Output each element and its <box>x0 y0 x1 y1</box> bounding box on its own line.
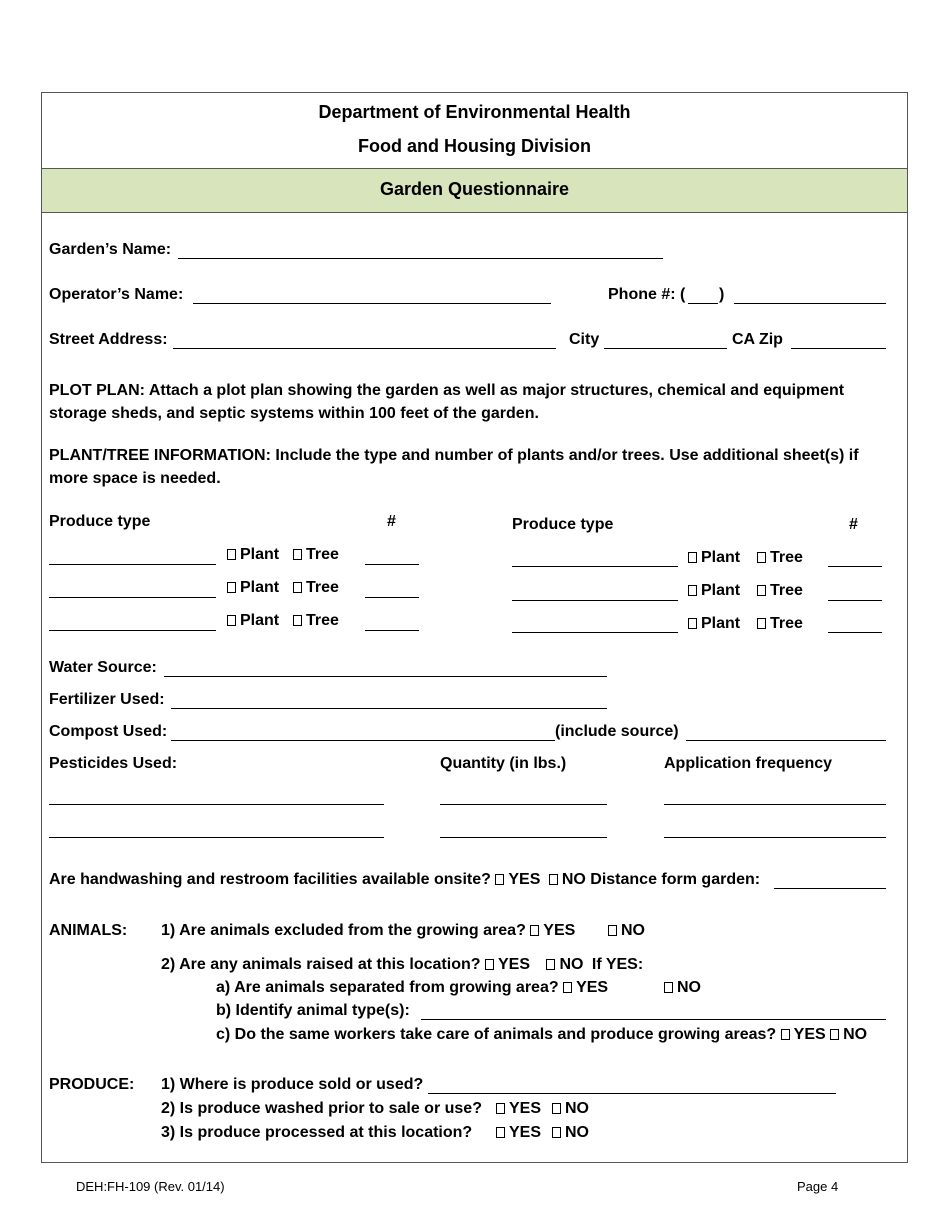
handwashing-yes-checkbox[interactable]: YES <box>495 871 540 888</box>
tree-checkbox[interactable]: Tree <box>293 612 339 630</box>
checkbox-icon[interactable] <box>227 582 236 593</box>
checkbox-icon[interactable] <box>757 618 766 629</box>
count-line <box>365 597 419 598</box>
page-number: Page 4 <box>797 1179 839 1194</box>
produce-q3-no-checkbox[interactable]: NO <box>552 1124 589 1142</box>
produce-q3-label: 3) Is produce processed at this location? <box>161 1124 473 1141</box>
animals-q2a: a) Are animals separated from growing area? YES <box>216 979 609 996</box>
plant-checkbox[interactable]: Plant <box>688 615 740 633</box>
checkbox-icon[interactable] <box>608 925 617 936</box>
checkbox-icon[interactable] <box>757 585 766 596</box>
produce-type-line <box>49 597 216 598</box>
plot-plan-text: PLOT PLAN: Attach a plot plan showing the garden as well as major structures, chemical and equipment storage sheds, and septic systems within 100 feet of the garden. <box>49 382 845 422</box>
city-field[interactable] <box>604 330 727 348</box>
form-code: DEH:FH-109 (Rev. 01/14) <box>76 1179 225 1194</box>
form-title: Garden Questionnaire <box>379 179 570 199</box>
tree-checkbox[interactable]: Tree <box>757 615 803 633</box>
phone-paren-close: ) <box>719 286 725 303</box>
fertilizer-field[interactable] <box>171 690 607 708</box>
checkbox-icon[interactable] <box>688 585 697 596</box>
produce-label: PRODUCE: <box>49 1076 135 1093</box>
count-line <box>365 564 419 565</box>
department-title: Department of Environmental Health <box>318 102 631 122</box>
phone-number-field[interactable] <box>734 285 886 303</box>
checkbox-icon[interactable] <box>757 552 766 563</box>
animals-label: ANIMALS: <box>49 922 128 939</box>
phone-area-field[interactable] <box>688 285 718 303</box>
tree-checkbox[interactable]: Tree <box>757 582 803 600</box>
checkbox-icon[interactable] <box>496 1103 505 1114</box>
division-title: Food and Housing Division <box>358 136 591 156</box>
pesticide-quantity-line <box>440 804 607 805</box>
pesticide-name-line <box>49 837 384 838</box>
count-line <box>365 630 419 631</box>
checkbox-icon[interactable] <box>830 1029 839 1040</box>
count-line <box>828 632 882 633</box>
plant-checkbox[interactable]: Plant <box>227 579 279 597</box>
pesticide-frequency-line <box>664 837 886 838</box>
count-line <box>828 566 882 567</box>
checkbox-icon[interactable] <box>552 1127 561 1138</box>
checkbox-icon[interactable] <box>688 618 697 629</box>
phone-label: Phone #: ( <box>608 286 686 303</box>
water-source-line <box>164 676 607 677</box>
water-source-field[interactable] <box>164 658 607 676</box>
produce-q2-label: 2) Is produce washed prior to sale or use? <box>161 1100 482 1117</box>
produce-type-line <box>512 566 678 567</box>
count-line <box>828 600 882 601</box>
phone-number-line <box>734 303 886 304</box>
checkbox-icon[interactable] <box>496 1127 505 1138</box>
fertilizer-line <box>171 708 607 709</box>
garden-name-line <box>178 258 663 259</box>
checkbox-icon[interactable] <box>293 615 302 626</box>
checkbox-icon[interactable] <box>293 582 302 593</box>
street-address-line <box>173 348 556 349</box>
animal-types-line <box>421 1019 886 1020</box>
checkbox-icon[interactable] <box>485 959 494 970</box>
fertilizer-label: Fertilizer Used: <box>49 691 165 708</box>
produce-type-header-right: Produce type <box>512 516 614 533</box>
tree-checkbox[interactable]: Tree <box>293 579 339 597</box>
produce-type-header-left: Produce type <box>49 513 151 530</box>
include-source-label: (include source) <box>555 723 679 740</box>
animals-q2c: c) Do the same workers take care of animals and produce growing areas? YES NO <box>216 1026 868 1043</box>
operator-name-field[interactable] <box>193 285 551 303</box>
checkbox-icon[interactable] <box>563 982 572 993</box>
produce-sold-line <box>428 1093 836 1094</box>
checkbox-icon[interactable] <box>227 549 236 560</box>
checkbox-icon[interactable] <box>552 1103 561 1114</box>
checkbox-icon[interactable] <box>495 874 504 885</box>
produce-type-line <box>49 630 216 631</box>
produce-q2-yes-checkbox[interactable]: YES <box>496 1100 541 1118</box>
operator-name-label: Operator’s Name: <box>49 286 184 303</box>
produce-type-line <box>512 600 678 601</box>
tree-checkbox[interactable]: Tree <box>293 546 339 564</box>
compost-source-field[interactable] <box>686 722 886 740</box>
checkbox-icon[interactable] <box>549 874 558 885</box>
compost-label: Compost Used: <box>49 723 168 740</box>
produce-q3-yes-checkbox[interactable]: YES <box>496 1124 541 1142</box>
animals-q1-no-checkbox[interactable]: NO <box>608 922 645 940</box>
quantity-label: Quantity (in lbs.) <box>440 755 567 772</box>
checkbox-icon[interactable] <box>293 549 302 560</box>
checkbox-icon[interactable] <box>227 615 236 626</box>
phone-area-line <box>688 303 718 304</box>
checkbox-icon[interactable] <box>546 959 555 970</box>
water-source-label: Water Source: <box>49 659 157 676</box>
street-address-field[interactable] <box>173 330 556 348</box>
handwashing-no-checkbox[interactable]: NO <box>549 871 586 888</box>
pesticides-label: Pesticides Used: <box>49 755 178 772</box>
garden-name-field[interactable] <box>178 240 663 258</box>
ca-zip-label: CA Zip <box>732 331 783 348</box>
plant-checkbox[interactable]: Plant <box>688 549 740 567</box>
checkbox-icon[interactable] <box>781 1029 790 1040</box>
animals-q2c-no-checkbox[interactable]: NO <box>830 1026 867 1043</box>
plant-checkbox[interactable]: Plant <box>227 546 279 564</box>
animals-q2a-no-checkbox[interactable]: NO <box>664 979 701 997</box>
plant-checkbox[interactable]: Plant <box>688 582 740 600</box>
count-header-right: # <box>849 516 858 533</box>
compost-source-line <box>686 740 886 741</box>
compost-field[interactable] <box>171 722 555 740</box>
city-label: City <box>569 331 600 348</box>
animals-q2c-yes-checkbox[interactable]: YES <box>781 1026 826 1043</box>
city-line <box>604 348 727 349</box>
handwashing-question: Are handwashing and restroom facilities available onsite? <box>49 871 491 888</box>
count-header-left: # <box>387 513 396 530</box>
pesticide-name-line <box>49 804 384 805</box>
distance-label: Distance form garden: <box>590 871 761 888</box>
animal-types-field[interactable] <box>421 1001 886 1019</box>
compost-line <box>171 740 555 741</box>
handwashing-row <box>49 871 760 889</box>
plant-checkbox[interactable]: Plant <box>227 612 279 630</box>
tree-checkbox[interactable]: Tree <box>757 549 803 567</box>
checkbox-icon[interactable] <box>688 552 697 563</box>
animals-q2b-label: b) Identify animal type(s): <box>216 1002 410 1019</box>
animals-q2-yes-checkbox[interactable]: YES <box>485 956 530 973</box>
pesticide-frequency-line <box>664 804 886 805</box>
zip-line <box>791 348 886 349</box>
produce-q2-no-checkbox[interactable]: NO <box>552 1100 589 1118</box>
produce-type-line <box>512 632 678 633</box>
operator-name-line <box>193 303 551 304</box>
garden-name-label: Garden’s Name: <box>49 241 172 258</box>
frequency-label: Application frequency <box>664 755 833 772</box>
plant-tree-info-text: PLANT/TREE INFORMATION: Include the type and number of plants and/or trees. Use additional sheet(s) if more space is needed. <box>49 447 859 487</box>
animals-q2a-yes-checkbox[interactable]: YES <box>563 979 608 996</box>
checkbox-icon[interactable] <box>530 925 539 936</box>
distance-field[interactable] <box>774 870 886 888</box>
produce-q1-label: 1) Where is produce sold or used? <box>161 1076 424 1093</box>
produce-type-line <box>49 564 216 565</box>
produce-sold-field[interactable] <box>428 1075 836 1093</box>
street-address-label: Street Address: <box>49 331 168 348</box>
checkbox-icon[interactable] <box>664 982 673 993</box>
pesticide-quantity-line <box>440 837 607 838</box>
animals-q2: 2) Are any animals raised at this location? YES NO If YES: <box>161 956 644 973</box>
animals-q2-no-checkbox[interactable]: NO <box>546 956 583 973</box>
distance-line <box>774 888 886 889</box>
zip-field[interactable] <box>791 330 886 348</box>
animals-q1: 1) Are animals excluded from the growing area? YES <box>161 922 576 939</box>
animals-q1-yes-checkbox[interactable]: YES <box>530 922 575 939</box>
